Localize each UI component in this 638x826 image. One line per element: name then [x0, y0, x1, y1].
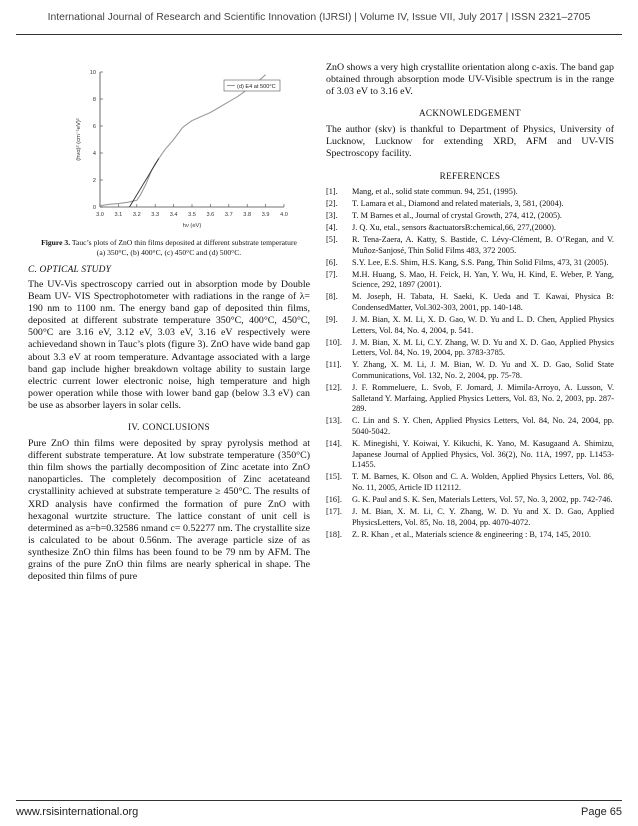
footer-page-number: Page 65: [581, 806, 622, 818]
x-tick-label: 3.5: [188, 212, 196, 218]
reference-item: [326, 223, 614, 234]
reference-item: [326, 439, 614, 471]
x-tick-label: 3.3: [151, 212, 160, 218]
reference-item: [326, 495, 614, 506]
references-heading: REFERENCES: [439, 170, 501, 181]
reference-text: J. M. Bian, X. M. Li, X. D. Gao, W. D. Yu and L. D. Chen, Applied Physics Letters, Vol. 84, No. 4, 2004, p. 541.: [352, 315, 614, 335]
reference-number: [10].: [326, 337, 342, 347]
reference-number: [9].: [326, 315, 338, 325]
reference-item: [326, 338, 614, 359]
y-tick-label: 6: [92, 124, 96, 130]
optical-study-heading: C. OPTICAL STUDY: [28, 265, 111, 275]
acknowledgement-paragraph: The author (skv) is thankful to Department of Physics, University of Lucknow, Lucknow for extending XRD, AFM and UV-VIS Spectroscopy facility.: [326, 124, 614, 160]
reference-number: [4].: [326, 222, 338, 232]
conclusions-heading: IV. CONCLUSIONS: [128, 422, 210, 433]
reference-item: [326, 199, 614, 210]
reference-text: J. F. Rommeluere, L. Svob, F. Jomard, J. Mimila-Arroyo, A. Lusson, V. Salletand Y. Marfaing, Applied Physics Letters, Vol. 83, No. 2, 2003, pp. 287-289.: [352, 383, 614, 414]
reference-item: [326, 360, 614, 381]
reference-text: K. Minegishi, Y. Koiwai, Y. Kikuchi, K. Yano, M. Kasugaand A. Shimizu, Japanese Journal of Applied Physics, Vol. 36(2), No. 11A, 1997, pp. L1453-L1455.: [352, 439, 614, 470]
reference-number: [5].: [326, 234, 338, 244]
reference-text: R. Tena-Zaera, A. Katty, S. Bastide, C. Lévy-Clément, B. O’Regan, and V. Muñoz-Sanjosé, Thin Solid Films 483, 372 2005.: [352, 234, 614, 255]
reference-number: [13].: [326, 416, 342, 426]
reference-text: M.H. Huang, S. Mao, H. Feick, H. Yan, Y. Wu, H. Kind, E. Weber, P. Yang, Science, 292, 1897 (2001).: [352, 269, 614, 290]
reference-number: [17].: [326, 507, 342, 517]
reference-text: J. M. Bian, X. M. Li, C. Y. Zhang, W. D. Yu and X. D. Gao, Applied PhysicsLetters, Vol. 85, No. 18, 2004, pp. 4070-4072.: [352, 507, 614, 527]
reference-item: [326, 211, 614, 222]
tangent-line: [129, 158, 158, 207]
reference-number: [16].: [326, 495, 342, 505]
reference-number: [2].: [326, 198, 338, 208]
reference-item: [326, 187, 614, 198]
reference-number: [18].: [326, 529, 342, 539]
reference-number: [14].: [326, 439, 342, 449]
reference-number: [11].: [326, 360, 342, 370]
x-tick-label: 3.1: [114, 212, 123, 218]
reference-item: [326, 235, 614, 256]
legend-label: (d) E4 at 500°C: [237, 83, 276, 90]
reference-item: [326, 315, 614, 336]
reference-number: [15].: [326, 472, 342, 482]
journal-header: International Journal of Research and Scientific Innovation (IJRSI) | Volume IV, Issue VII, July 2017 | ISSN 2321–2705: [47, 12, 591, 23]
x-tick-label: 3.2: [132, 212, 141, 218]
right-column: [326, 62, 614, 542]
footer-website: www.rsisinternational.org: [16, 806, 139, 818]
x-tick-label: 3.0: [96, 212, 104, 218]
reference-item: [326, 258, 614, 269]
x-tick-label: 3.6: [206, 212, 215, 218]
reference-number: [6].: [326, 257, 338, 267]
reference-item: [326, 270, 614, 291]
reference-item: [326, 292, 614, 313]
tauc-curve: [100, 75, 266, 206]
y-axis-label: (hνα)² (cm⁻¹eV)²: [76, 118, 82, 161]
reference-text: J. Q. Xu, etal., sensors &actuatorsB:chemical,66, 277,(2000).: [352, 222, 556, 232]
x-tick-label: 3.8: [243, 212, 252, 218]
x-tick-label: 3.9: [261, 212, 270, 218]
reference-text: S.Y. Lee, E.S. Shim, H.S. Kang, S.S. Pang, Thin Solid Films, 473, 31 (2005).: [352, 257, 609, 267]
acknowledgement-heading: ACKNOWLEDGEMENT: [419, 108, 521, 119]
y-tick-label: 8: [92, 97, 96, 103]
reference-item: [326, 507, 614, 528]
tauc-plot: [28, 62, 310, 232]
reference-number: [1].: [326, 186, 338, 196]
reference-number: [3].: [326, 210, 338, 220]
reference-number: [12].: [326, 383, 342, 393]
reference-text: G. K. Paul and S. K. Sen, Materials Letters, Vol. 57, No. 3, 2002, pp. 742-746.: [352, 495, 613, 505]
reference-text: T. M Barnes et al., Journal of crystal Growth, 274, 412, (2005).: [352, 210, 562, 220]
left-column: [28, 62, 310, 583]
conclusions-paragraph: Pure ZnO thin films were deposited by spray pyrolysis method at different substrate temperature. At low substrate temperature (350°C) thin film shows the partially decomposition of Zinc acetate into ZnO nanoparticles. The completely decomposition of Zinc acetateand crystallinity achieved at substrate temperature ≥ 450°C. The results of XRD analysis have confirmed the formation of pure ZnO with hexagonal wurtzite structure. The lattice constant of unit cell is determined as a=b=0.32586 nmand c= 0.52277 nm. The crystallite size is calculated to be about 0.56nm. The average particle size of as synthesize ZnO thin films has been found to be 79 nm by AFM. The grains of the pure ZnO thin films are nearly spherical in shape. The deposited thin films of pure: [28, 438, 310, 583]
y-tick-label: 2: [92, 178, 96, 184]
reference-text: Z. R. Khan , et al., Materials science & engineering : B, 174, 145, 2010.: [352, 529, 591, 539]
figure-caption: [28, 238, 310, 257]
footer-rule: [16, 800, 622, 801]
y-tick-label: 0: [92, 205, 96, 211]
reference-text: T. Lamara et al., Diamond and related materials, 3, 581, (2004).: [352, 198, 564, 208]
tauc-plot-svg: [28, 62, 310, 232]
y-tick-label: 4: [92, 151, 96, 157]
reference-text: M. Joseph, H. Tabata, H. Saeki, K. Ueda and T. Kawai, Physica B: CondensedMatter, Vol.302-303, 2001, pp. 140-148.: [352, 292, 614, 312]
reference-item: [326, 472, 614, 493]
y-tick-label: 10: [89, 70, 96, 76]
reference-text: J. M. Bian, X. M. Li, C.Y. Zhang, W. D. Yu and X. D. Gao, Applied Physics Letters, Vol. 84, No. 19, 2004, pp. 3783-3785.: [352, 337, 614, 358]
x-axis-label: hν (eV): [182, 223, 202, 229]
references-list: [326, 187, 614, 541]
x-tick-label: 4.0: [280, 212, 288, 218]
reference-item: [326, 416, 614, 437]
reference-text: T. M. Barnes, K. Olson and C. A. Wolden, Applied Physics Letters, Vol. 86, No. 11, 2005, Article ID 112112.: [352, 472, 614, 492]
x-tick-label: 3.4: [169, 212, 178, 218]
reference-text: Y. Zhang, X. M. Li, J. M. Bian, W. D. Yu and X. D. Gao, Solid State Communications, Vol. 132, No. 2, 2004, pp. 75-78.: [352, 360, 614, 381]
reference-text: C. Lin and S. Y. Chen, Applied Physics Letters, Vol. 84, No. 24, 2004, pp. 5040-5042.: [352, 416, 614, 437]
continuation-paragraph: ZnO shows a very high crystallite orientation along c-axis. The band gap obtained through absorption mode UV-Visible spectrum is in the range of 3.03 eV to 3.16 eV.: [326, 62, 614, 98]
x-tick-label: 3.7: [224, 212, 233, 218]
reference-item: [326, 530, 614, 541]
reference-number: [7].: [326, 269, 338, 279]
reference-text: Mang, et al., solid state commun. 94, 251, (1995).: [352, 186, 518, 196]
header-rule: [16, 34, 622, 35]
reference-number: [8].: [326, 292, 338, 302]
reference-item: [326, 383, 614, 415]
optical-study-paragraph: The UV-Vis spectroscopy carried out in absorption mode by Double Beam UV- VIS Spectrophotometer with radiations in the range of λ= 190 nm to 1100 nm. The energy band gap of deposited thin films, deposited at different substrate temperature 350°C, 400°C, 450°C, 500°C are 3.16 eV, 3.12 eV, 3.03 eV, 3.16 eV respectively were achievedand shown in Tauc’s plots (figure 3). ZnO have wide band gap about 3.3 eV at room temperature. Advantage associated with a large band gap include higher breakdown voltage ability to sustain large electric current lower electronic noise, high temperature and high power operation while those with lower band gap (below 3.3 eV) can be use as absorber layers in solar cells.: [28, 279, 310, 411]
figure-caption-text: Tauc’s plots of ZnO thin films deposited at different substrate temperature (a) 350°C, (b) 400°C, (c) 450°C and (d) 500°C.: [71, 238, 297, 257]
figure-caption-label: Figure 3.: [41, 238, 71, 247]
